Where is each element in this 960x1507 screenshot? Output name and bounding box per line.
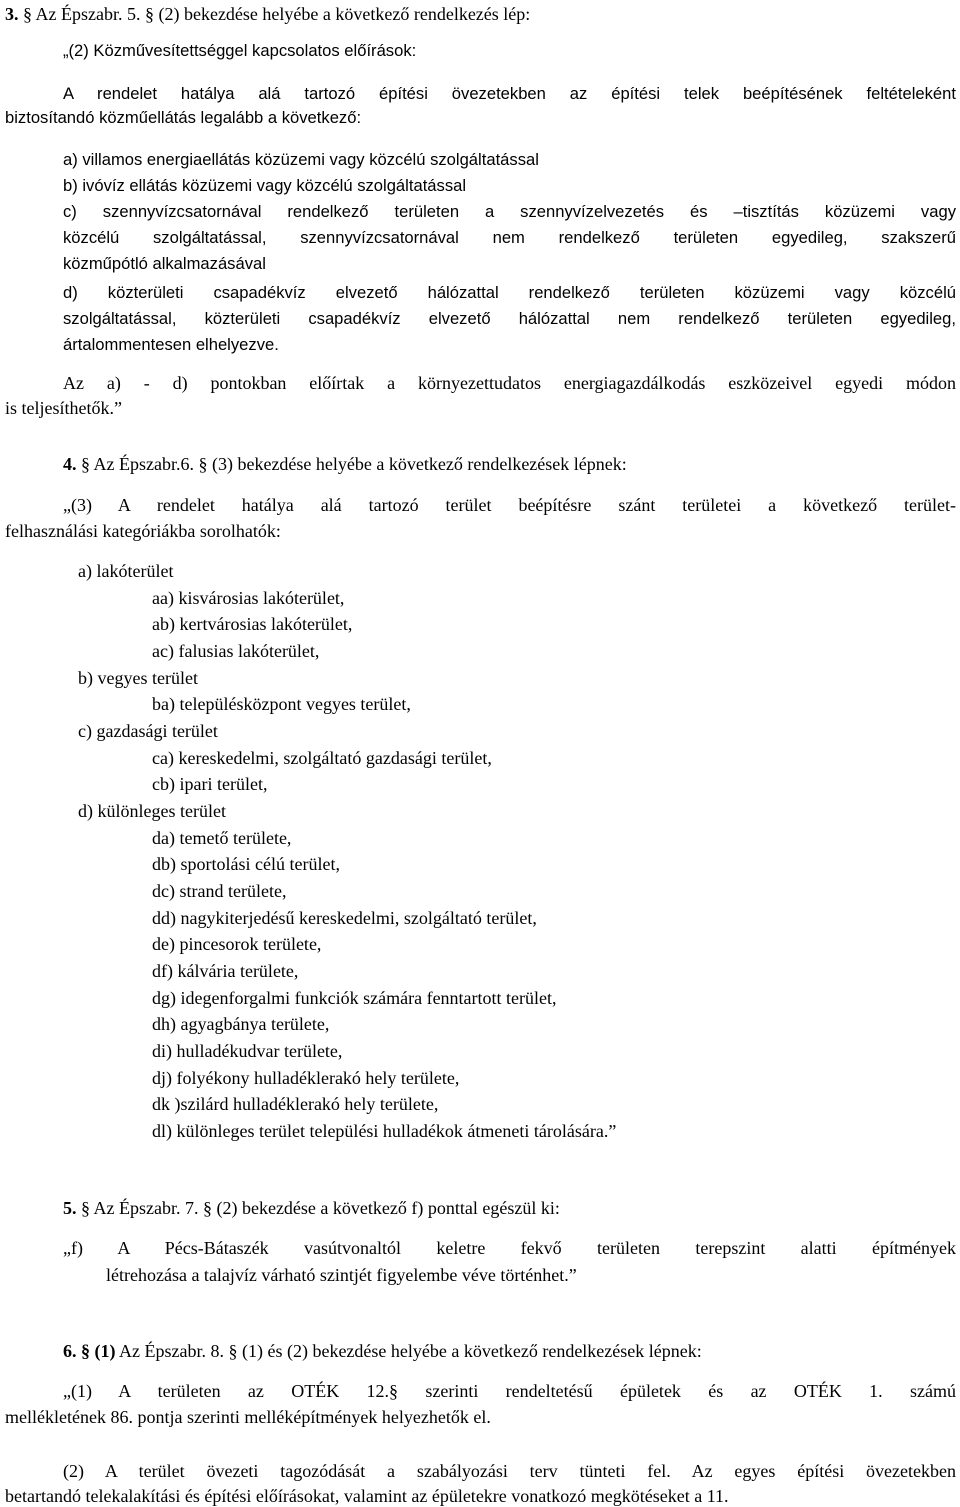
section-paragraph-ref: § (1) xyxy=(81,1341,116,1361)
subcategory-item: aa) kisvárosias lakóterület, xyxy=(152,588,345,608)
section-6-paragraph-2-line: betartandó telekalakítási és építési előírásokat, valamint az épületekre vonatkozó megkötéseket a 11. xyxy=(5,1486,729,1506)
subcategory-item: ca) kereskedelmi, szolgáltató gazdasági terület, xyxy=(152,748,492,768)
category-item: a) lakóterület xyxy=(78,561,174,581)
section-3-subtitle: „(2) Közművesítettséggel kapcsolatos előírások: xyxy=(63,41,417,60)
subcategory-item: dk )szilárd hulladéklerakó hely területe, xyxy=(152,1094,439,1114)
section-4-intro-line: „(3) A rendelet hatálya alá tartozó terület beépítésre szánt területei a következő terület- xyxy=(63,495,956,515)
section-3-heading xyxy=(5,3,530,25)
section-heading-text: § Az Épszabr. 5. § (2) bekezdése helyébe a következő rendelkezés lép: xyxy=(23,4,531,24)
section-number: 6. xyxy=(63,1341,77,1361)
subcategory-item: db) sportolási célú terület, xyxy=(152,854,340,874)
list-item-d-line: szolgáltatással, közterületi csapadékvíz elvezető hálózattal nem rendelkező területen egyedileg, xyxy=(63,309,956,328)
section-5-point-f-line: létrehozása a talajvíz várható szintjét figyelembe véve történhet.” xyxy=(106,1265,577,1285)
section-3-intro-line: biztosítandó közműellátás legalább a következő: xyxy=(5,108,362,127)
subcategory-item: dl) különleges terület települési hulladékok átmeneti tárolására.” xyxy=(152,1121,617,1141)
section-6-paragraph-1-line: „(1) A területen az OTÉK 12.§ szerinti rendeltetésű épületek és az OTÉK 1. számú xyxy=(63,1381,956,1401)
subcategory-item: dd) nagykiterjedésű kereskedelmi, szolgáltató terület, xyxy=(152,908,537,928)
section-number: 3. xyxy=(5,4,19,24)
list-item-c-line: c) szennyvízcsatornával rendelkező területen a szennyvízelvezetés és –tisztítás közüzemi vagy xyxy=(63,202,956,221)
category-item: d) különleges terület xyxy=(78,801,226,821)
section-6-paragraph-2-line: (2) A terület övezeti tagozódását a szabályozási terv tünteti fel. Az egyes építési övezetekben xyxy=(63,1461,956,1481)
section-3-note-line: Az a) - d) pontokban előírtak a környezettudatos energiagazdálkodás eszközeivel egyedi módon xyxy=(63,373,956,393)
list-item-c-line: közcélú szolgáltatással, szennyvízcsatornával nem rendelkező területen egyedileg, szakszerű xyxy=(63,228,956,247)
subcategory-item: ab) kertvárosias lakóterület, xyxy=(152,614,353,634)
subcategory-item: dj) folyékony hulladéklerakó hely területe, xyxy=(152,1068,460,1088)
subcategory-item: df) kálvária területe, xyxy=(152,961,299,981)
section-5-point-f-line: „f) A Pécs-Bátaszék vasútvonaltól keletre fekvő területen terepszint alatti építmények xyxy=(63,1238,956,1258)
section-3-note-line: is teljesíthetők.” xyxy=(5,398,122,418)
section-number: 5. xyxy=(63,1198,77,1218)
list-item-b: b) ivóvíz ellátás közüzemi vagy közcélú szolgáltatással xyxy=(63,176,467,195)
list-item-d-line: d) közterületi csapadékvíz elvezető hálózattal rendelkező területen közüzemi vagy közcélú xyxy=(63,283,956,302)
list-item-a: a) villamos energiaellátás közüzemi vagy közcélú szolgáltatással xyxy=(63,150,539,169)
subcategory-item: di) hulladékudvar területe, xyxy=(152,1041,343,1061)
subcategory-item: dc) strand területe, xyxy=(152,881,287,901)
subcategory-item: de) pincesorok területe, xyxy=(152,934,322,954)
subcategory-item: dg) idegenforgalmi funkciók számára fenntartott terület, xyxy=(152,988,557,1008)
section-4-intro-line: felhasználási kategóriákba sorolhatók: xyxy=(5,521,281,541)
section-3-intro-line: A rendelet hatálya alá tartozó építési övezetekben az építési telek beépítésének feltételeként xyxy=(63,84,956,103)
section-6-heading xyxy=(63,1340,702,1362)
section-4-heading xyxy=(63,453,627,475)
section-5-heading xyxy=(63,1197,560,1219)
category-item: b) vegyes terület xyxy=(78,668,198,688)
section-number: 4. xyxy=(63,454,77,474)
section-heading-text: § Az Épszabr. 7. § (2) bekezdése a következő f) ponttal egészül ki: xyxy=(81,1198,560,1218)
subcategory-item: dh) agyagbánya területe, xyxy=(152,1014,330,1034)
list-item-c-line: közműpótló alkalmazásával xyxy=(63,254,266,273)
subcategory-item: ba) településközpont vegyes terület, xyxy=(152,694,411,714)
subcategory-item: cb) ipari terület, xyxy=(152,774,268,794)
section-heading-text: § Az Épszabr.6. § (3) bekezdése helyébe a következő rendelkezések lépnek: xyxy=(81,454,627,474)
category-item: c) gazdasági terület xyxy=(78,721,218,741)
section-6-paragraph-1-line: mellékletének 86. pontja szerinti melléképítmények helyezhetők el. xyxy=(5,1407,491,1427)
subcategory-item: ac) falusias lakóterület, xyxy=(152,641,320,661)
list-item-d-line: ártalommentesen elhelyezve. xyxy=(63,335,279,354)
section-heading-text: Az Épszabr. 8. § (1) és (2) bekezdése helyébe a következő rendelkezések lépnek: xyxy=(119,1341,702,1361)
subcategory-item: da) temető területe, xyxy=(152,828,292,848)
